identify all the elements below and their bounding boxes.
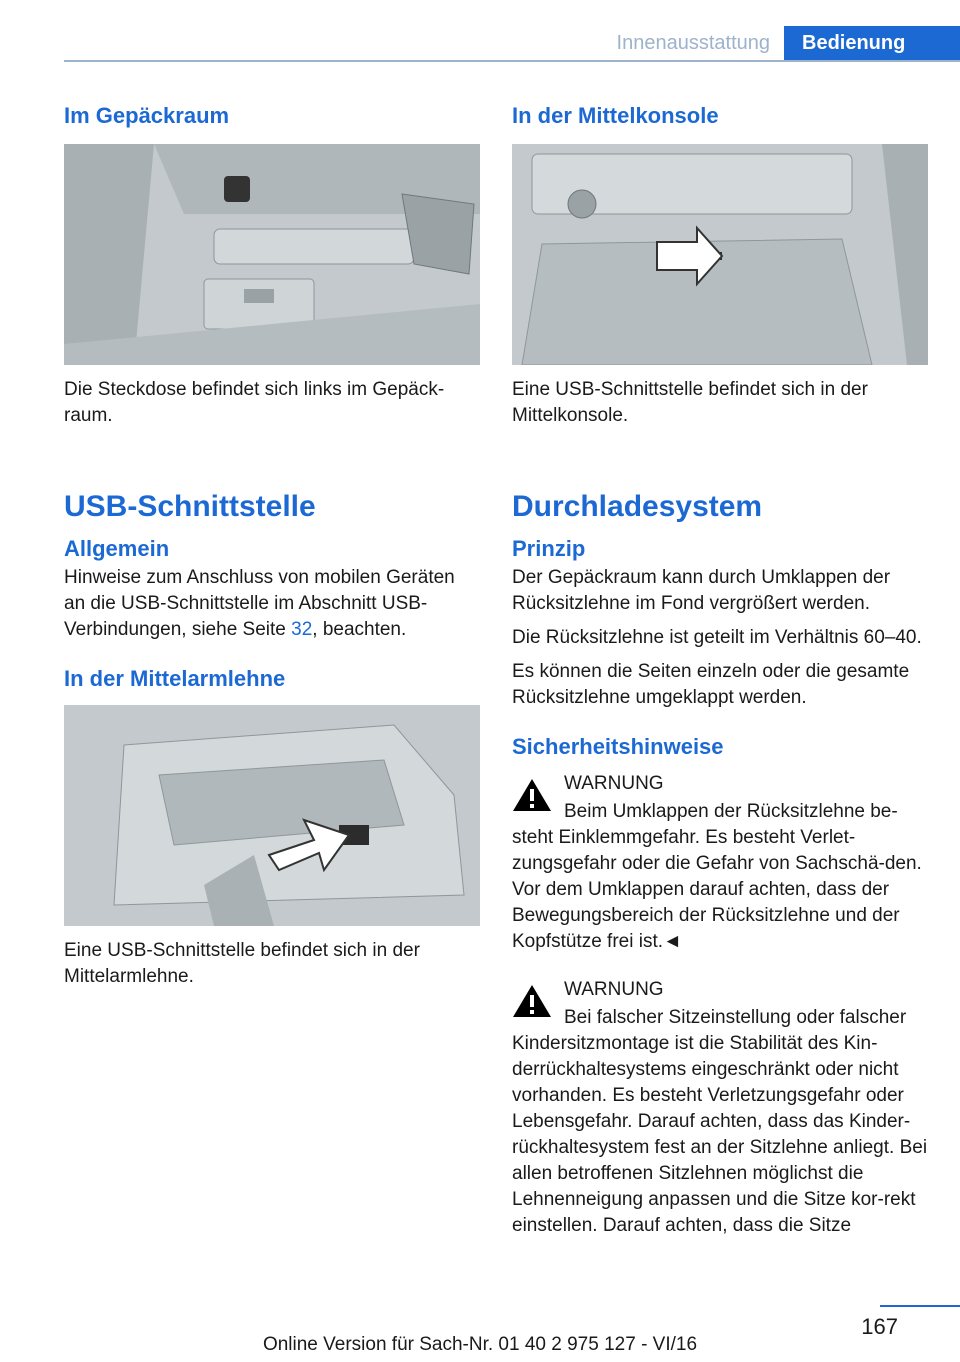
page-number: 167 <box>861 1314 898 1339</box>
warning-triangle-icon <box>512 983 552 1019</box>
warning-block-2 <box>512 977 928 1239</box>
heading-im-gepaeckraum: Im Gepäckraum <box>64 103 230 128</box>
warning-2-text: Kindersitzmontage ist die Stabilität des Kin-derrückhaltesystems eingeschränkt oder nicht vorhanden. Es besteht Verletzungsgefahr oder Lebensgefahr. Darauf achten, dass das Kinder-rückhaltesystem fest an der Sitzlehne anliegt. Bei allen betroffenen Sitzlehnen möglichst die Lehnenneigung anpassen und die Sitze kor-rekt einstellen. Darauf achten, dass die Sitze <box>512 1033 928 1236</box>
online-version-note: Online Version für Sach-Nr. 01 40 2 975 127 - VI/16 <box>262 1334 698 1355</box>
heading-mittelarmlehne: In der Mittelarmlehne <box>64 666 286 691</box>
paragraph-prinzip-1: Der Gepäckraum kann durch Umklappen der Rücksitzlehne im Fond vergrößert werden. <box>512 567 891 614</box>
warning-block-1 <box>512 771 928 955</box>
header-rule <box>64 60 960 62</box>
figure-luggage-socket <box>64 144 480 365</box>
allgemein-text: Hinweise zum Anschluss von mobilen Geräten an die USB-Schnittstelle im Abschnitt USB-Verbindungen, siehe Seite <box>64 567 455 640</box>
warning-1-title: WARNUNG <box>564 773 664 794</box>
heading-durchladesystem: Durchladesystem <box>512 490 763 523</box>
paragraph-prinzip-3: Es können die Seiten einzeln oder die gesamte Rücksitzlehne umgeklappt werden. <box>512 661 910 708</box>
warning-2-first-line: Bei falscher Sitzeinstellung oder falscher <box>564 1007 907 1028</box>
warning-1-text: steht Einklemmgefahr. Es besteht Verlet-zungsgefahr oder die Gefahr von Sachschä-den. Vor dem Umklappen darauf achten, dass der Bewegungsbereich der Rücksitzlehne und der Kopfstütze frei ist.◄ <box>512 827 922 952</box>
caption-mittelkonsole: Eine USB-Schnittstelle befindet sich in der Mittelkonsole. <box>512 379 868 426</box>
heading-prinzip: Prinzip <box>512 536 586 561</box>
page-link-32[interactable]: 32 <box>291 619 313 640</box>
caption-gepaeckraum: Die Steckdose befindet sich links im Gepäck-raum. <box>64 379 445 426</box>
warning-1-first-line: Beim Umklappen der Rücksitzlehne be- <box>564 801 898 822</box>
figure-console-usb <box>512 144 928 365</box>
footer-rule <box>880 1305 960 1307</box>
caption-mittelarmlehne: Eine USB-Schnittstelle befindet sich in der Mittelarmlehne. <box>64 940 420 987</box>
paragraph-allgemein <box>64 565 480 643</box>
right-column <box>512 100 928 1239</box>
figure-armrest-usb <box>64 705 480 926</box>
allgemein-text-end: , beachten. <box>312 619 407 640</box>
paragraph-prinzip-2: Die Rücksitzlehne ist geteilt im Verhältnis 60–40. <box>512 627 922 648</box>
header-tabs <box>617 26 960 60</box>
header-section: Innenausstattung <box>616 32 770 54</box>
left-column <box>64 100 480 990</box>
header-chapter: Bedienung <box>784 26 960 60</box>
warning-triangle-icon <box>512 777 552 813</box>
warning-2-title: WARNUNG <box>564 979 664 1000</box>
heading-mittelkonsole: In der Mittelkonsole <box>512 103 719 128</box>
heading-allgemein: Allgemein <box>64 536 170 561</box>
heading-sicherheitshinweise: Sicherheitshinweise <box>512 734 724 759</box>
heading-usb-schnittstelle: USB-Schnittstelle <box>64 490 316 523</box>
